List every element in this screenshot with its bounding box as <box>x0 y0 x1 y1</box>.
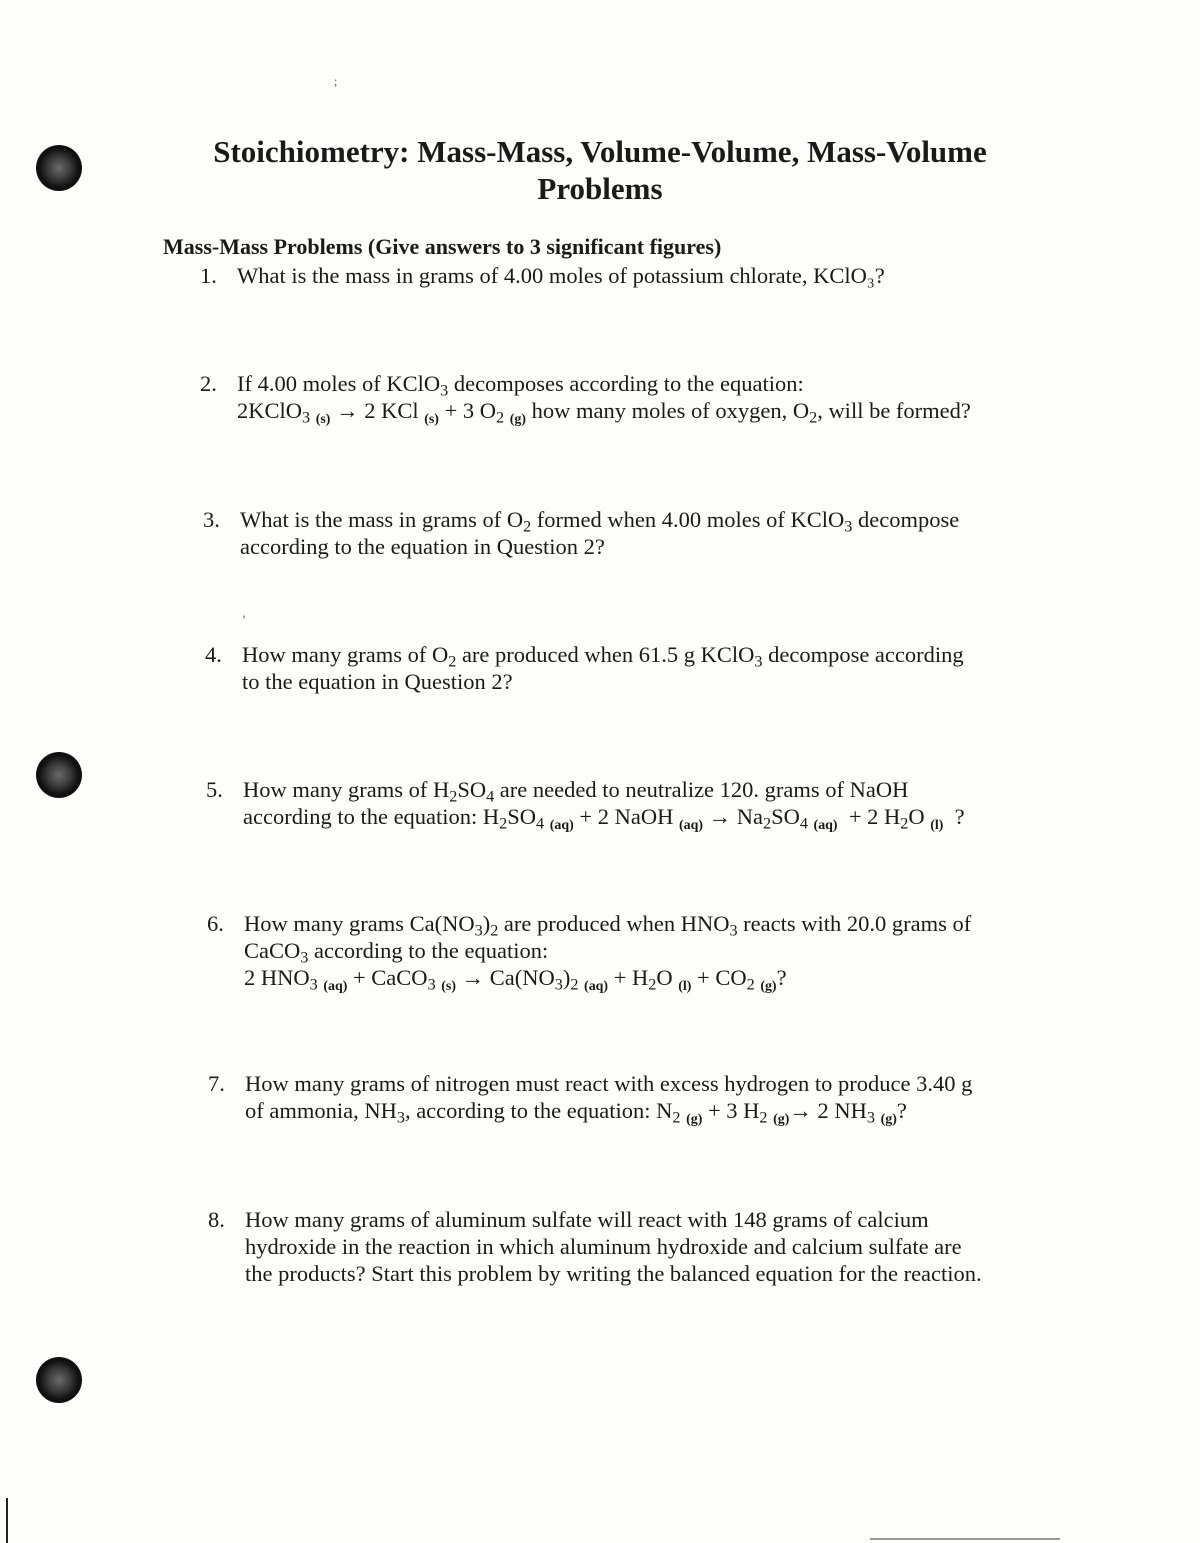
page-title-line-2: Problems <box>537 171 663 206</box>
question-number: 7. <box>208 1071 225 1096</box>
question-number: 2. <box>200 371 217 396</box>
scan-bottom-rule <box>870 1538 1060 1540</box>
page-title <box>0 133 1200 207</box>
question-2 <box>200 370 971 433</box>
question-number: 8. <box>208 1207 225 1232</box>
question-1 <box>200 262 885 289</box>
page-title-line-1: Stoichiometry: Mass-Mass, Volume-Volume, Mass-Volume <box>213 134 987 169</box>
scan-edge-line <box>6 1498 8 1543</box>
stray-mark: ; <box>334 74 338 88</box>
question-6 <box>207 910 972 1000</box>
question-text: What is the mass in grams of 4.00 moles of potassium chlorate, KClO₃? <box>237 263 885 288</box>
question-text: How many grams of nitrogen must react with excess hydrogen to produce 3.40 g of ammonia, $NH_3$, according to the equation: $N_2$ $_{(g)}$ + 3 $H_2$ $_{(g)}$→ 2 $NH_3$ $_{(g)}$? <box>245 1071 973 1127</box>
question-text: If 4.00 moles of KClO$_3$ decomposes according to the equation: 2KClO$_3$ $_{(s)}$ → 2 KCl $_{(s)}$ + 3 $O_2$ $_{(g)}$ how many moles of oxygen, $O_2$, will be formed? <box>237 371 971 427</box>
question-number: 4. <box>205 642 222 667</box>
question-5 <box>206 776 965 839</box>
punch-hole-middle <box>36 752 82 798</box>
question-text: How many grams of $O_2$ are produced when 61.5 g KClO$_3$ decompose according to the equation in Question 2? <box>242 642 964 694</box>
question-number: 5. <box>206 777 223 802</box>
question-text: What is the mass in grams of $O_2$ formed when 4.00 moles of KClO$_3$ decompose according to the equation in Question 2? <box>240 507 960 559</box>
stray-mark: ’ <box>242 612 246 626</box>
question-number: 1. <box>200 263 217 288</box>
punch-hole-bottom <box>36 1357 82 1403</box>
question-text: How many grams $Ca(NO_3)_2$ are produced when $HNO_3$ reacts with 20.0 grams of CaCO$_3$ according to the equation: 2 $HNO_3$ $_{(aq)}$ + CaCO$_3$ $_{(s)} \to Ca(NO_3)_2$ $_{(aq)} + H_2O$ $_{(l)} + CO_2$ $_{(g)}$? <box>244 911 972 994</box>
question-4 <box>205 641 964 695</box>
question-8 <box>208 1206 982 1287</box>
question-number: 3. <box>203 507 220 532</box>
question-text: How many grams of aluminum sulfate will react with 148 grams of calcium hydroxide in the reaction in which aluminum hydroxide and calcium sulfate are the products? Start this problem by writing the balanced equation for the reaction. <box>245 1207 982 1286</box>
section-heading: Mass-Mass Problems (Give answers to 3 significant figures) <box>163 234 722 259</box>
question-number: 6. <box>207 911 224 936</box>
question-3 <box>203 506 960 560</box>
question-7 <box>208 1070 973 1133</box>
question-text: How many grams of $H_2SO_4$ are needed to neutralize 120. grams of NaOH according to the equation: $H_2SO_4$ $_{(aq)}$ + 2 NaOH $_{(aq)} \to Na_2SO_4$ $_{(aq)}$ + 2 $H_2O$ $_{(l)}$ ? <box>243 777 965 833</box>
